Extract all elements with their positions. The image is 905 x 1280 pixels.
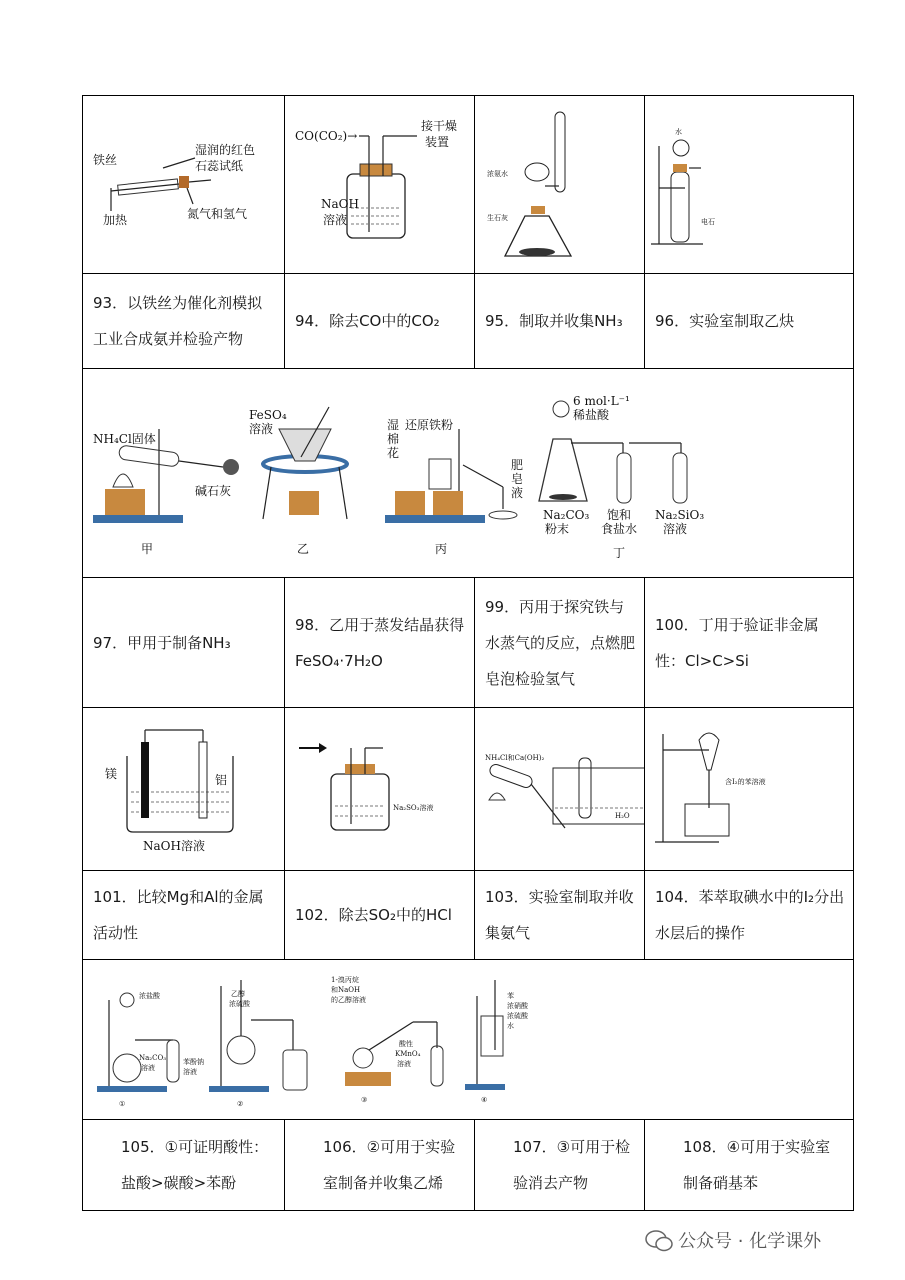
caption-106: 106．②可用于实验室制备并收集乙烯 (323, 1138, 456, 1192)
caption-98: 98．乙用于蒸发结晶获得FeSO₄·7H₂O (295, 615, 465, 670)
figure-101 (83, 708, 285, 870)
label-ammonia-water: 浓氨水 (487, 170, 508, 178)
figure-93 (83, 96, 285, 273)
label-water: 水 (675, 128, 682, 136)
label-dry-2: 装置 (425, 135, 450, 149)
caption-93: 93．以铁丝为催化剂模拟工业合成氨并检验产物 (93, 294, 263, 348)
caption-105: 105．①可证明酸性：盐酸>碳酸>苯酚 (121, 1138, 269, 1192)
label-a3-solution: 溶液 (397, 1060, 411, 1068)
wechat-icon (645, 1230, 673, 1252)
caption-97: 97．甲用于制备NH₃ (93, 633, 231, 652)
caption-107: 107．③可用于检验消去产物 (513, 1138, 631, 1192)
label-h2o: H₂O (615, 812, 630, 820)
label-jia: 甲 (141, 542, 154, 556)
label-and-naoh: 和NaOH (331, 986, 361, 994)
label-feso4: FeSO₄ (249, 408, 287, 422)
label-yi: 乙 (297, 542, 310, 556)
label-carbide: 电石 (701, 218, 715, 226)
label-circle-3: ③ (361, 1096, 368, 1104)
figure-row-4 (83, 960, 853, 1120)
label-a1-solution-1: 溶液 (141, 1064, 155, 1072)
label-a4-h2so4: 浓硫酸 (507, 1012, 528, 1020)
caption-104: 104．苯萃取碘水中的I₂分出水层后的操作 (655, 888, 845, 942)
label-quicklime: 生石灰 (487, 214, 508, 222)
label-saturated: 饱和 (607, 508, 632, 522)
figure-96 (645, 96, 853, 273)
figure-102 (285, 708, 475, 870)
label-soap-1: 肥 (511, 458, 524, 472)
figure-row-2 (83, 369, 853, 578)
figure-jia-yi-bing-ding (83, 369, 853, 578)
label-dry-1: 接干燥 (421, 119, 458, 133)
label-acidic: 酸性 (399, 1040, 413, 1048)
caption-103: 103．实验室制取并收集氨气 (485, 888, 634, 942)
caption-95: 95．制取并收集NH₃ (485, 312, 623, 330)
label-iron-wire: 铁丝 (93, 153, 118, 167)
caption-99: 99．丙用于探究铁与水蒸气的反应，点燃肥皂泡检验氢气 (485, 597, 636, 688)
label-litmus-1: 湿润的红色 (195, 143, 256, 157)
figure-95 (475, 96, 645, 273)
caption-94: 94．除去CO中的CO₂ (295, 312, 440, 330)
label-dilute-hcl: 稀盐酸 (573, 408, 610, 422)
label-powder: 粉末 (545, 522, 570, 536)
label-i2-benzene: 含I₂的苯溶液 (725, 778, 766, 786)
label-ethanol-solution: 的乙醇溶液 (331, 996, 366, 1004)
label-ding: 丁 (613, 546, 626, 560)
label-heat: 加热 (103, 213, 128, 227)
caption-row-2 (83, 578, 853, 708)
label-reduced-iron: 还原铁粉 (405, 418, 454, 432)
label-soda-lime: 碱石灰 (195, 484, 232, 498)
label-conc-hno3: 浓硝酸 (507, 1002, 528, 1010)
label-feso4-solution: 溶液 (249, 422, 274, 436)
question-table (82, 95, 854, 1211)
label-wet-2: 棉 (387, 432, 400, 446)
label-n2-h2: 氮气和氢气 (187, 207, 248, 221)
label-litmus-2: 石蕊试纸 (195, 159, 244, 173)
label-bing: 丙 (435, 542, 448, 556)
label-a1-na2co3: Na₂CO₃ (139, 1054, 167, 1062)
watermark: 公众号 · 化学课外 (678, 1231, 822, 1252)
label-nh4cl-caoh2: NH₄Cl和Ca(OH)₂ (485, 754, 545, 762)
label-solution: 溶液 (323, 213, 348, 227)
label-circle-4: ④ (481, 1096, 488, 1104)
caption-100: 100．丁用于验证非金属性：Cl>C>Si (655, 615, 819, 670)
caption-108: 108．④可用于实验室制备硝基苯 (683, 1138, 831, 1192)
label-nh4cl: NH₄Cl固体 (93, 432, 156, 446)
figure-104 (645, 708, 853, 870)
label-phenolate: 苯酚钠 (183, 1058, 204, 1066)
label-circle-2: ② (237, 1100, 244, 1108)
figure-94 (285, 96, 475, 273)
caption-row-4 (83, 1120, 853, 1210)
figure-1-2-3-4 (83, 960, 853, 1120)
label-wet-3: 花 (387, 446, 400, 460)
label-conc-h2so4: 浓硫酸 (229, 1000, 250, 1008)
label-bromopropane: 1-溴丙烷 (331, 976, 359, 984)
caption-row-1 (83, 274, 853, 369)
label-soap-3: 液 (511, 486, 524, 500)
label-naoh-solution: NaOH溶液 (143, 839, 205, 853)
label-ethanol: 乙醇 (231, 990, 245, 998)
label-na2co3: Na₂CO₃ (543, 508, 590, 522)
label-co-co2: CO(CO₂)→ (295, 129, 358, 143)
figure-row-1 (83, 96, 853, 274)
caption-102: 102．除去SO₂中的HCl (295, 906, 452, 924)
label-hcl-conc: 6 mol·L⁻¹ (573, 394, 630, 408)
label-al: 铝 (215, 773, 228, 787)
label-brine: 食盐水 (601, 522, 638, 536)
label-a1-solution-2: 溶液 (183, 1068, 197, 1076)
label-na2sio3-solution: 溶液 (663, 522, 688, 536)
label-mg: 镁 (105, 767, 118, 781)
caption-row-3 (83, 871, 853, 960)
figure-103 (475, 708, 645, 870)
label-wet-1: 湿 (387, 418, 400, 432)
label-conc-hcl: 浓盐酸 (139, 992, 160, 1000)
figure-row-3 (83, 708, 853, 871)
caption-96: 96．实验室制取乙炔 (655, 312, 795, 330)
label-a4-water: 水 (507, 1022, 514, 1030)
label-soap-2: 皂 (511, 472, 524, 486)
label-kmno4: KMnO₄ (395, 1050, 421, 1058)
label-benzene: 苯 (507, 992, 514, 1000)
label-na2so3: Na₂SO₃溶液 (393, 804, 434, 812)
label-circle-1: ① (119, 1100, 126, 1108)
label-na2sio3: Na₂SiO₃ (655, 508, 705, 522)
label-naoh: NaOH (321, 197, 359, 211)
caption-101: 101．比较Mg和Al的金属活动性 (93, 888, 264, 942)
